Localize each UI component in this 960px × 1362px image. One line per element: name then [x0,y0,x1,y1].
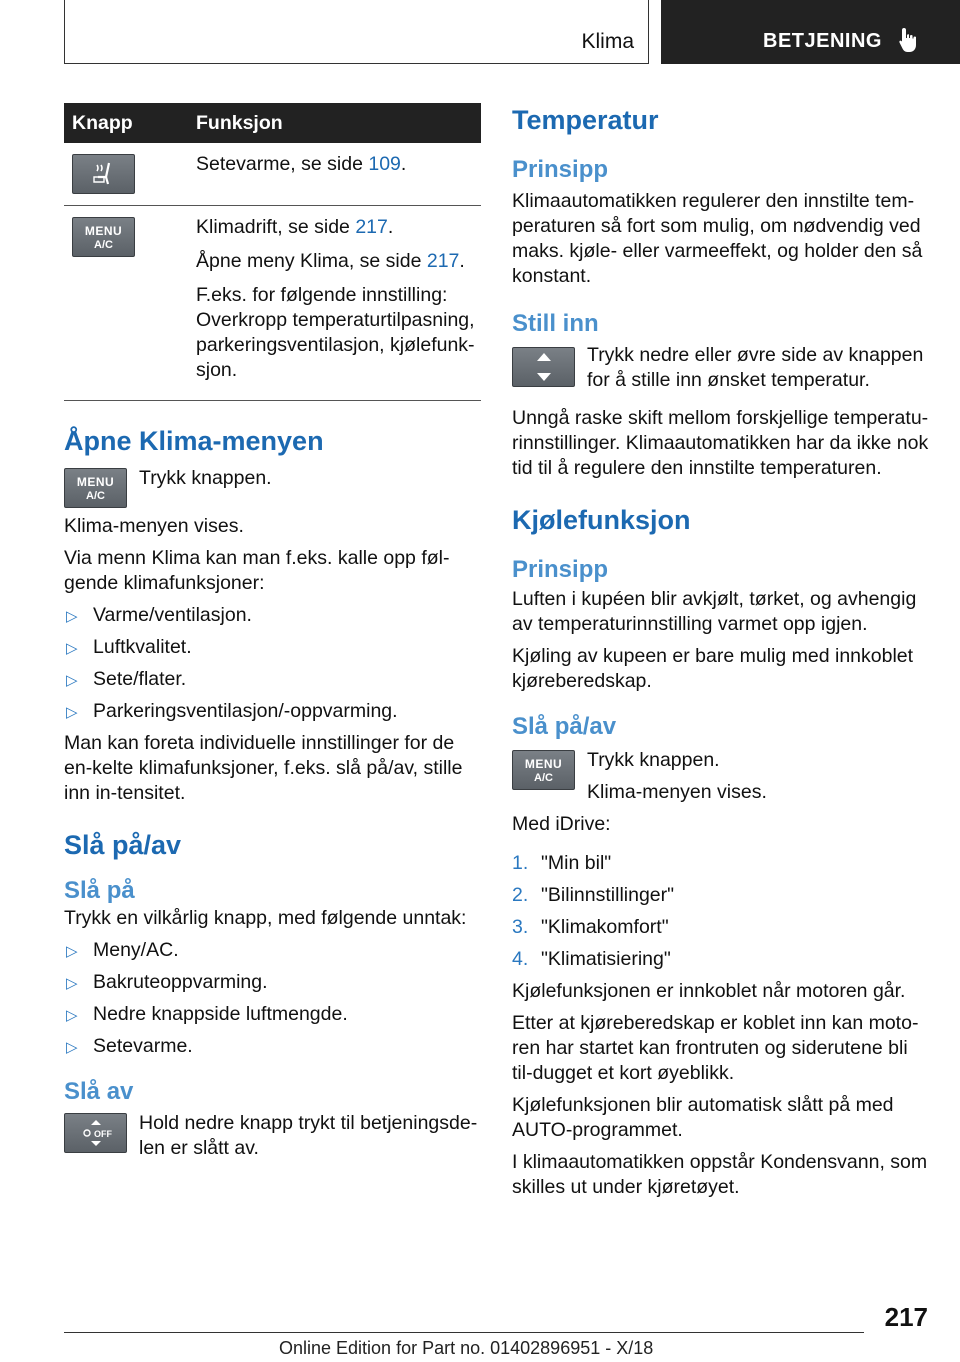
open-menu-heading: Åpne Klima-menyen [64,426,324,456]
principle-subheading: Prinsipp [512,156,609,183]
body-text: I klimaautomatikken oppstår Kondensvann, som skilles ut under kjøretøyet. [512,1151,928,1198]
button-function-table [64,103,481,401]
page-link[interactable]: 217 [355,216,388,238]
list-item: ▷ Meny/AC. [64,938,481,963]
svg-text:OFF: OFF [94,1129,112,1139]
temperature-up-down-icon [512,347,575,387]
body-text: Via menn Klima kan man f.eks. kalle opp føl-gende klimafunksjoner: [64,547,450,594]
climate-functions-list [64,603,481,724]
table-header-button: Knapp [64,103,188,143]
body-text: Unngå raske skift mellom forskjellige temperatu-rinnstillinger. Klimaautomatikken har da ikke nok tid til å regulere den innstilte temperaturen. [512,407,929,479]
table-cell-text: Åpne meny Klima, se side 217. [196,250,465,272]
table-row [64,143,481,206]
header-section-box [64,0,649,64]
on-subheading: Slå på [64,877,135,904]
page-link[interactable]: 217 [426,250,460,272]
table-row [64,206,481,401]
table-cell-text: F.eks. for følgende innstilling: Overkropp temperaturtilpasning, parkeringsventilasjon, kjølefunk-sjon. [196,284,475,381]
body-text: Etter at kjøreberedskap er koblet inn kan moto-ren har startet kan frontruten og siderutene bli til-dugget et kort øyeblikk. [512,1012,919,1084]
header-section-title: Klima [581,30,634,53]
list-item: ▷ Nedre knappside luftmengde. [64,1002,481,1027]
header-chapter-title: BETJENING [763,30,882,52]
body-text: Klimaautomatikken regulerer den innstilte tem-peraturen så fort som mulig, om nødvendig ved maks. kjøle- eller varmeeffekt, og holder den så konstant. [512,190,923,287]
onoff-subheading: Slå på/av [512,713,617,740]
list-item: ▷ Parkeringsventilasjon/-oppvarming. [64,699,481,724]
cooling-heading: Kjølefunksjon [512,505,691,535]
body-text: Kjøling av kupeen er bare mulig med innkoblet kjøreberedskap. [512,645,914,692]
body-text: Klima-menyen vises. [64,515,244,537]
list-item: ▷ Varme/ventilasjon. [64,603,481,628]
list-item: 2. "Bilinnstillinger" [512,884,675,906]
fan-off-button-icon [64,1113,127,1153]
list-item: 1. "Min bil" [512,852,612,874]
principle-subheading: Prinsipp [512,556,609,583]
list-item: ▷ Setevarme. [64,1034,481,1059]
list-item: 3. "Klimakomfort" [512,916,669,938]
seat-heating-icon [72,154,135,194]
body-text: Hold nedre knapp trykt til betjeningsde-len er slått av. [139,1112,478,1159]
list-item: ▷ Sete/flater. [64,667,481,692]
body-text: Kjølefunksjonen blir automatisk slått på med AUTO-programmet. [512,1094,894,1141]
page-number: 217 [884,1302,928,1332]
hand-pointer-icon [897,26,921,54]
body-text: Trykk nedre eller øvre side av knappen for å stille inn ønsket temperatur. [587,344,924,391]
list-item: 4. "Klimatisiering" [512,948,671,970]
body-text: Kjølefunksjonen er innkoblet når motoren går. [512,980,906,1002]
footer-divider [64,1332,864,1333]
list-item: ▷ Bakruteoppvarming. [64,970,481,995]
temperature-heading: Temperatur [512,105,659,135]
body-text: Trykk knappen. [139,467,272,489]
page-link[interactable]: 109 [368,153,401,175]
table-header-function: Funksjon [188,103,481,143]
header-chapter-box [661,0,960,64]
onoff-heading: Slå på/av [64,830,182,860]
menu-ac-button-icon: MENU A/C [64,468,127,508]
idrive-steps-list [512,851,932,972]
body-text: Trykk knappen. [587,749,720,771]
body-text: Med iDrive: [512,813,611,835]
menu-ac-button-icon: MENU A/C [72,217,135,257]
body-text: Trykk en vilkårlig knapp, med følgende unntak: [64,907,467,929]
body-text: Klima-menyen vises. [587,781,767,803]
body-text: Luften i kupéen blir avkjølt, tørket, og avhengig av temperaturinnstilling varmet opp igjen. [512,588,917,635]
body-text: Man kan foreta individuelle innstillinger for de en-kelte klimafunksjoner, f.eks. slå på/av, stille inn in-tensitet. [64,732,463,804]
exceptions-list [64,938,481,1059]
set-subheading: Still inn [512,310,599,337]
off-subheading: Slå av [64,1078,134,1105]
table-cell-text: Setevarme, se side 109. [196,153,407,175]
right-column [512,103,932,1207]
list-item: ▷ Luftkvalitet. [64,635,481,660]
menu-ac-button-icon: MENU A/C [512,750,575,790]
footer-edition: Online Edition for Part no. 01402896951 - X/18 [279,1338,654,1358]
left-column [64,103,481,1168]
table-cell-text: Klimadrift, se side 217. [196,216,394,238]
